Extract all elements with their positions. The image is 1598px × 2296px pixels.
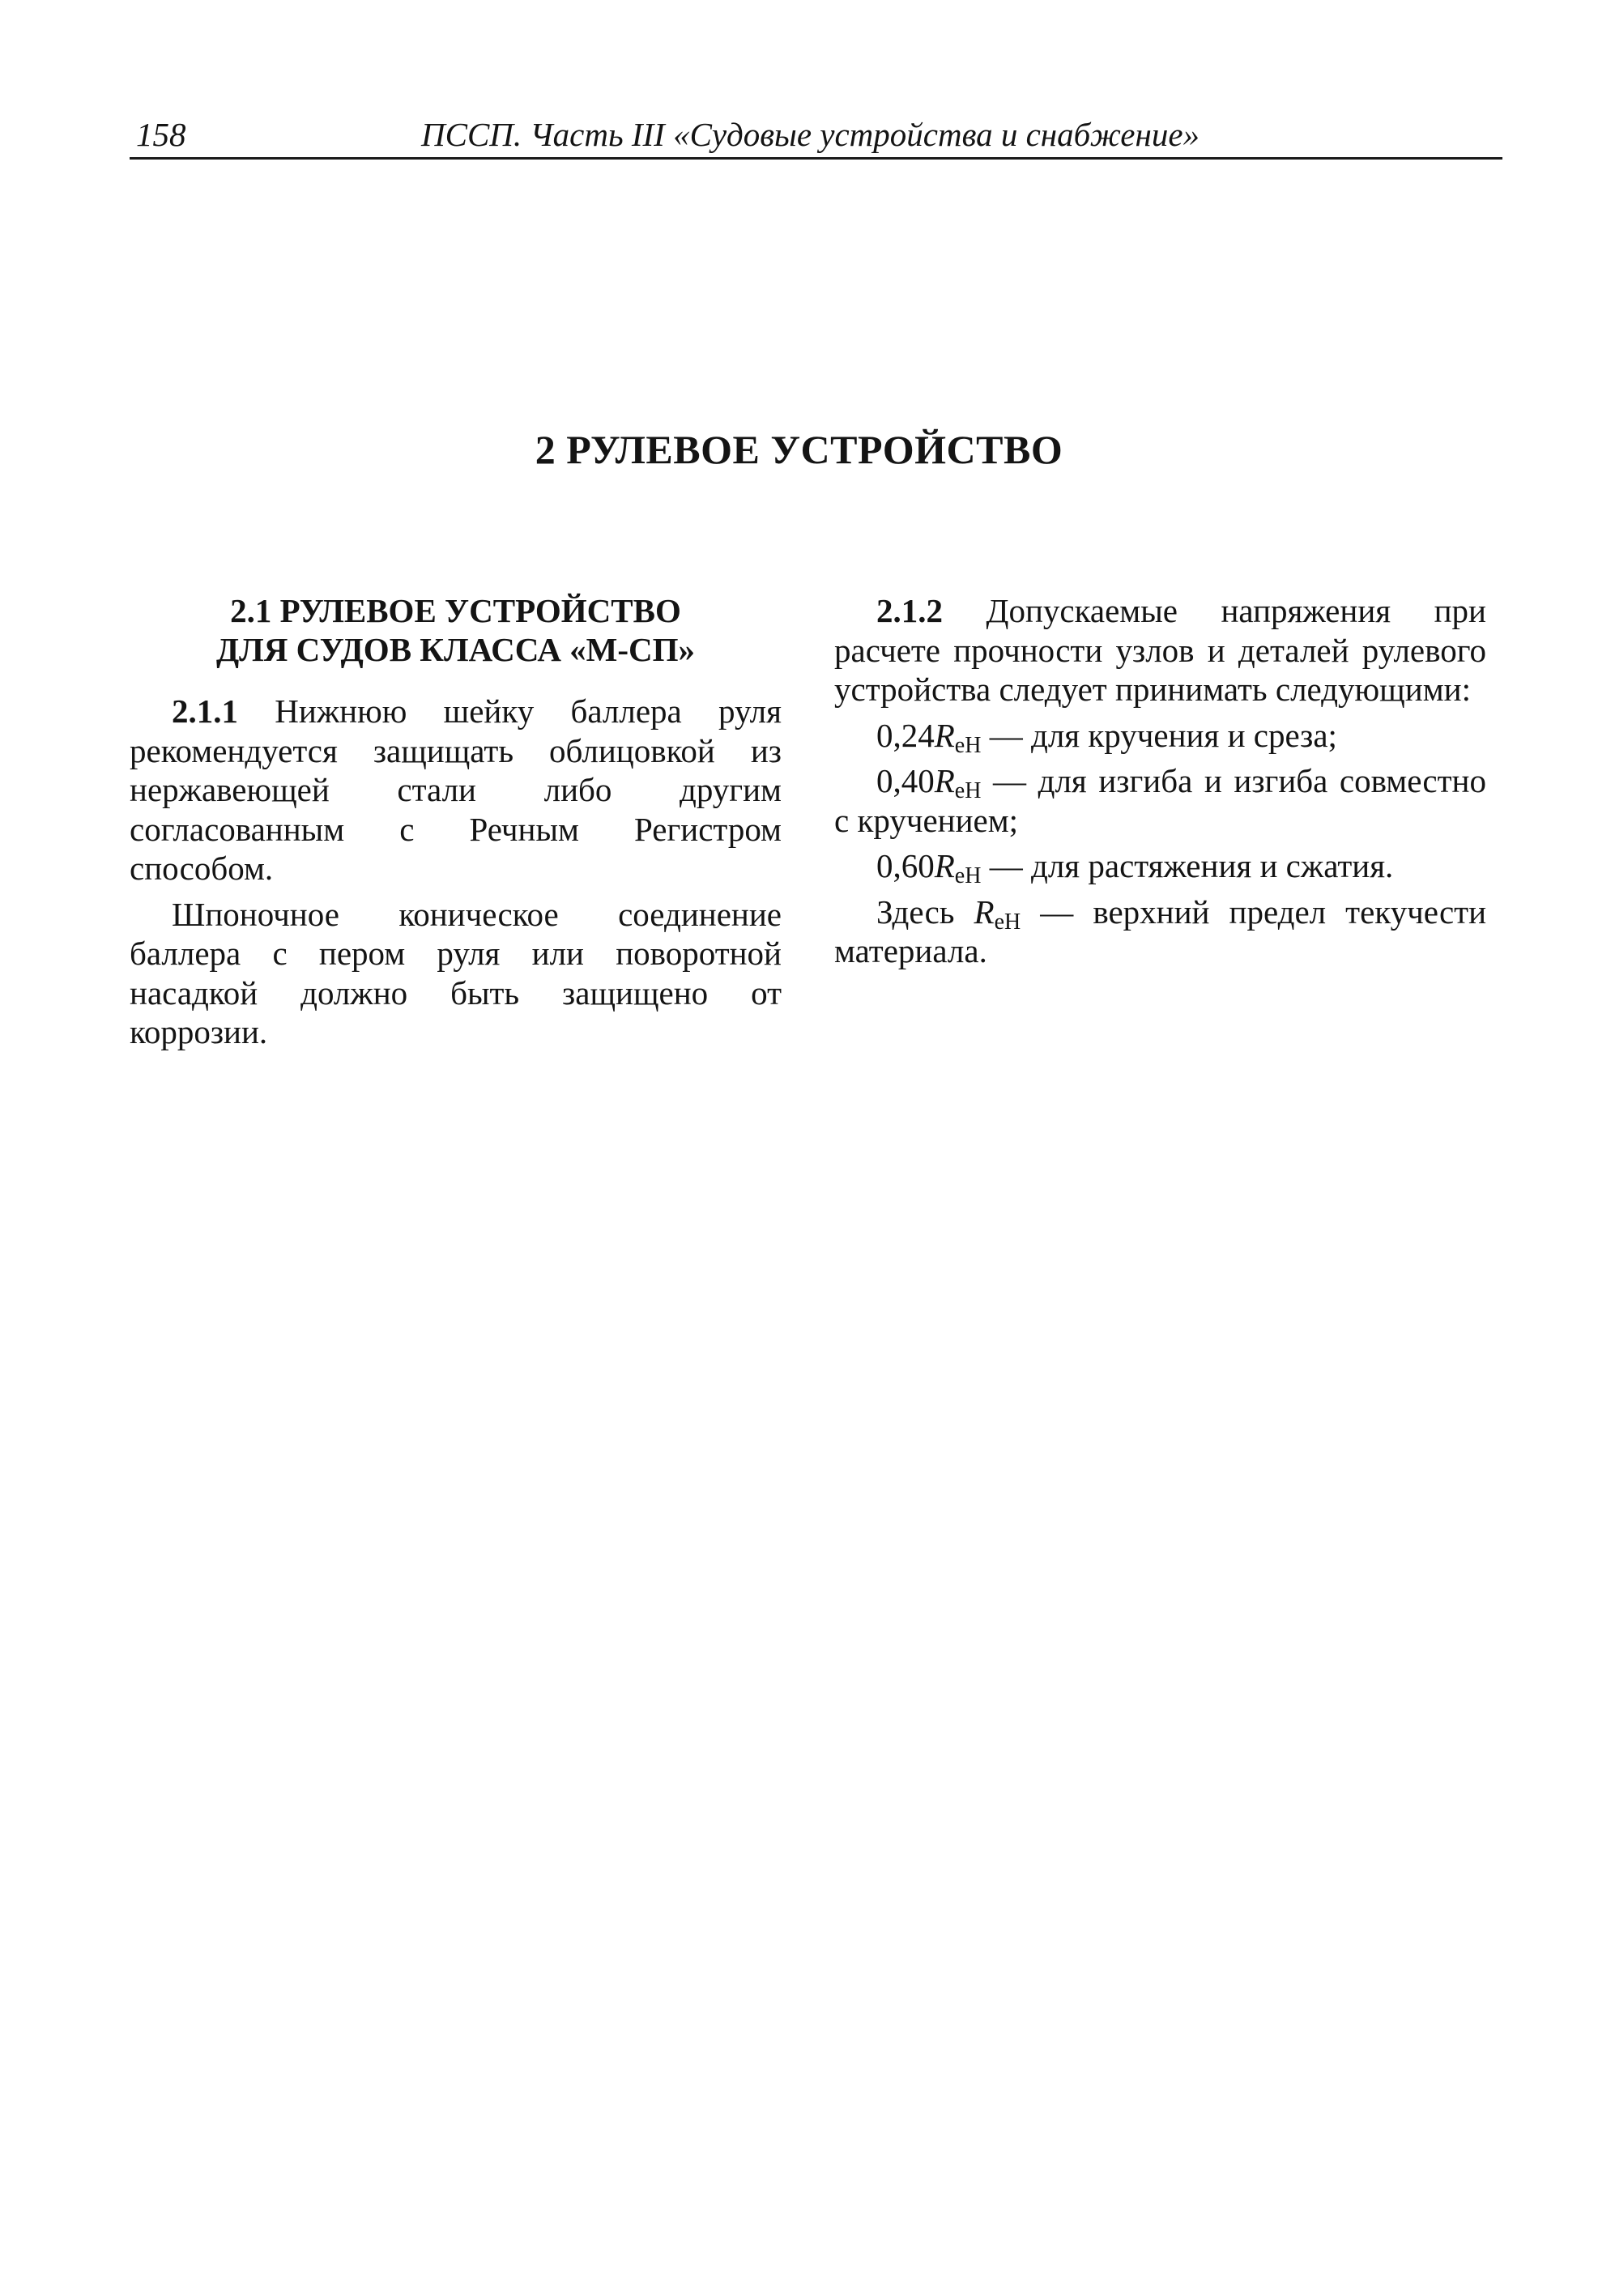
formula-description: — для изгиба и изгиба совместно с кручением; [834,762,1486,839]
formula-symbol: R [934,762,955,799]
paragraph-text: Допускаемые напряжения при расчете прочности узлов и деталей рулевого устройства следует принимать следующими: [834,592,1486,708]
paragraph-2-1-1 [130,692,782,888]
formula-torsion-shear [834,716,1486,756]
formula-coefficient: 0,40 [876,762,935,799]
formula-subscript: еН [954,863,982,888]
formula-subscript: еН [994,909,1021,935]
section-title [130,591,782,669]
formula-bending [834,761,1486,840]
running-title: ПССП. Часть III «Судовые устройства и снабжение» [421,116,1200,153]
formula-subscript: еН [954,778,982,803]
formula-subscript: еН [954,732,982,758]
section-title-line-2: ДЛЯ СУДОВ КЛАССА «М-СП» [215,631,696,668]
formula-symbol: R [934,847,955,884]
page-number: 158 [136,116,186,153]
clause-number: 2.1.1 [172,692,238,730]
paragraph-key-connection [130,895,782,1052]
formula-coefficient: 0,24 [876,716,935,754]
left-column [130,591,782,1059]
clause-number: 2.1.2 [876,592,943,629]
formula-description: — для растяжения и сжатия. [981,847,1394,884]
formula-symbol: R [974,892,995,931]
formula-tension-compression [834,846,1486,886]
right-column [834,591,1486,978]
paragraph-where [834,892,1486,971]
chapter-title: 2 РУЛЕВОЕ УСТРОЙСТВО [535,427,1063,472]
section-title-line-1: 2.1 РУЛЕВОЕ УСТРОЙСТВО [230,592,681,629]
page-header [130,112,1502,157]
paragraph-text: Шпоночное коническое соединение баллера с пером руля или поворотной насадкой должно быть защищено от коррозии. [130,895,782,1050]
paragraph-text: Нижнюю шейку баллера руля рекомендуется защищать облицовкой из нержавеющей стали либо другим согласованным с Речным Регистром способом. [130,692,782,887]
where-text: — верхний предел текучести материала. [834,892,1487,969]
where-prefix: Здесь [876,892,974,931]
formula-description: — для кручения и среза; [981,716,1337,754]
formula-symbol: R [934,716,955,754]
formula-coefficient: 0,60 [876,847,935,884]
paragraph-2-1-2 [834,591,1486,709]
header-rule [130,157,1502,160]
